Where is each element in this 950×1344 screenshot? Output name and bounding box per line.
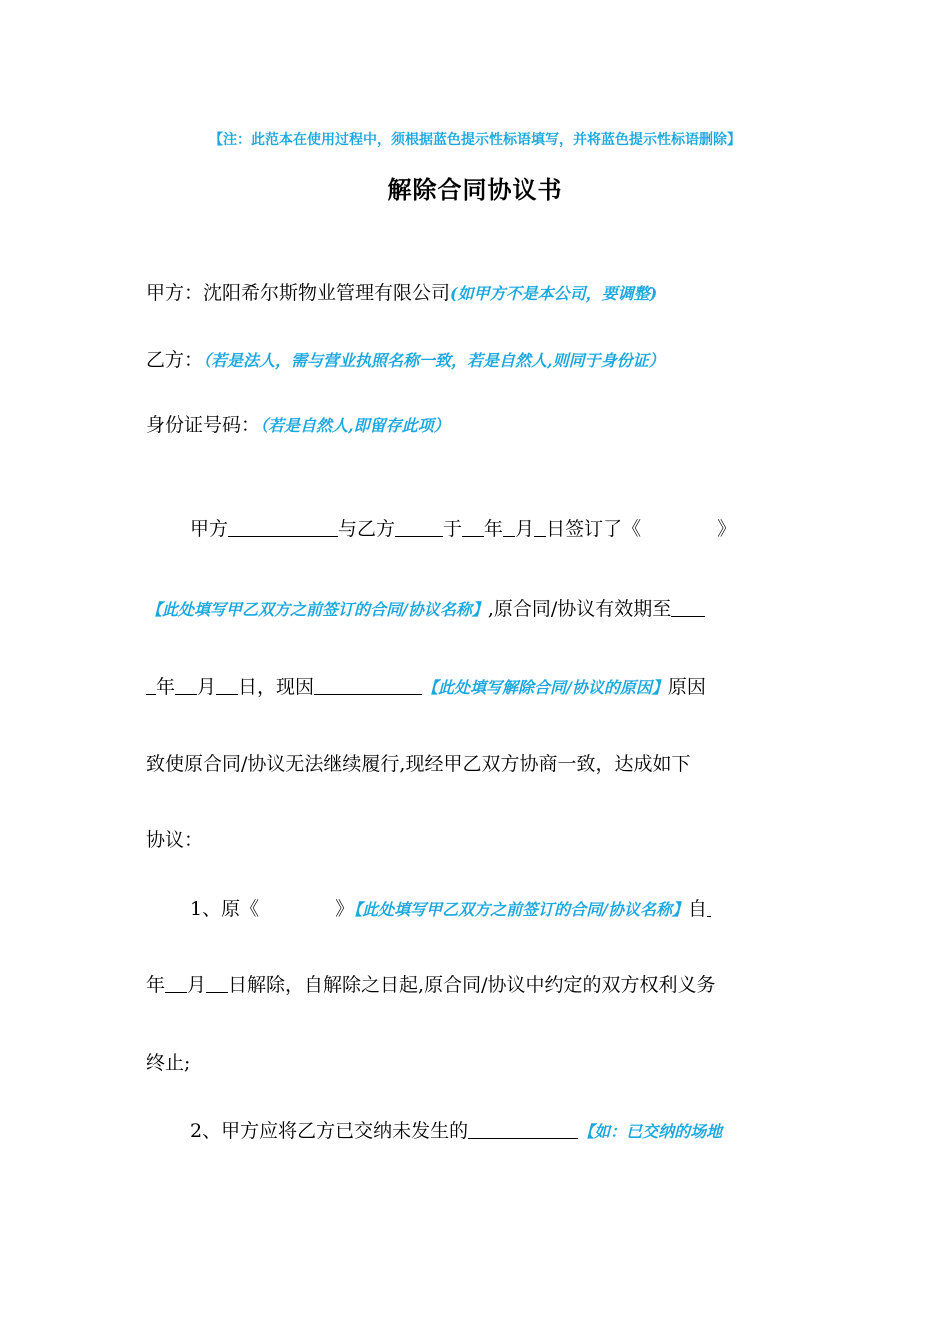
id-number-hint: （若是自然人,即留存此项）	[260, 416, 450, 435]
text: 月	[197, 676, 217, 698]
blank-field	[671, 598, 705, 617]
party-b-line	[146, 347, 810, 374]
template-note: 【注：此范本在使用过程中，须根据蓝色提示性标语填写，并将蓝色提示性标语删除】	[209, 132, 741, 148]
blank-field	[462, 518, 484, 537]
blank-field	[228, 518, 338, 537]
blank-field	[206, 974, 228, 993]
text: 甲方	[190, 518, 229, 540]
blank-field	[175, 676, 197, 695]
prepaid-fee-hint: 【如：已交纳的场地	[578, 1122, 723, 1141]
document-title: 解除合同协议书	[387, 176, 563, 204]
text: 1、原《	[190, 898, 260, 920]
para1-line1	[190, 516, 810, 542]
para1-line2	[146, 596, 810, 623]
item1-line2	[146, 972, 810, 998]
text: 原因	[667, 676, 706, 698]
blank-field	[707, 898, 711, 917]
text: 与乙方	[338, 518, 396, 540]
item1-line1	[190, 896, 810, 923]
blank-field	[503, 518, 515, 537]
text: 月	[515, 518, 535, 540]
contract-name-hint: 【此处填写甲乙双方之前签订的合同/协议名称】	[354, 900, 688, 919]
text: ,原合同/协议有效期至	[487, 598, 672, 620]
blank-field	[314, 676, 422, 695]
text: 于	[443, 518, 463, 540]
blank-field	[216, 676, 238, 695]
blank-field	[468, 1120, 578, 1139]
para1-line5: 协议：	[146, 829, 204, 851]
termination-reason-hint: 【此处填写解除合同/协议的原因】	[422, 678, 668, 697]
blank-field	[395, 518, 443, 537]
text: 月	[187, 974, 207, 996]
party-a-label: 甲方：沈阳希尔斯物业管理有限公司	[146, 282, 451, 304]
text: 自	[687, 898, 707, 920]
item2-line1	[190, 1118, 810, 1145]
text: 年	[156, 676, 176, 698]
id-number-label: 身份证号码：	[146, 414, 261, 436]
text: 日签订了《	[546, 518, 642, 540]
blank-field	[534, 518, 546, 537]
id-number-line	[146, 412, 810, 439]
blank-field	[146, 676, 156, 695]
para1-line3	[146, 674, 810, 701]
text: 》	[335, 898, 355, 920]
text: 日解除，自解除之日起,原合同/协议中约定的双方权利义务	[228, 974, 716, 996]
item1-line3: 终止;	[146, 1052, 191, 1074]
party-b-label: 乙方：	[146, 349, 204, 371]
party-a-line	[146, 280, 810, 307]
party-a-hint: (如甲方不是本公司，要调整)	[450, 284, 658, 303]
party-b-hint: （若是法人，需与营业执照名称一致，若是自然人,则同于身份证）	[203, 351, 665, 370]
contract-name-hint: 【此处填写甲乙双方之前签订的合同/协议名称】	[146, 600, 488, 619]
text: 2、甲方应将乙方已交纳未发生的	[190, 1120, 469, 1142]
text: 日，现因	[238, 676, 315, 698]
text: 年	[146, 974, 166, 996]
text: 》	[717, 518, 737, 540]
para1-line4: 致使原合同/协议无法继续履行,现经甲乙双方协商一致，达成如下	[146, 753, 691, 775]
text: 年	[484, 518, 504, 540]
blank-field	[165, 974, 187, 993]
